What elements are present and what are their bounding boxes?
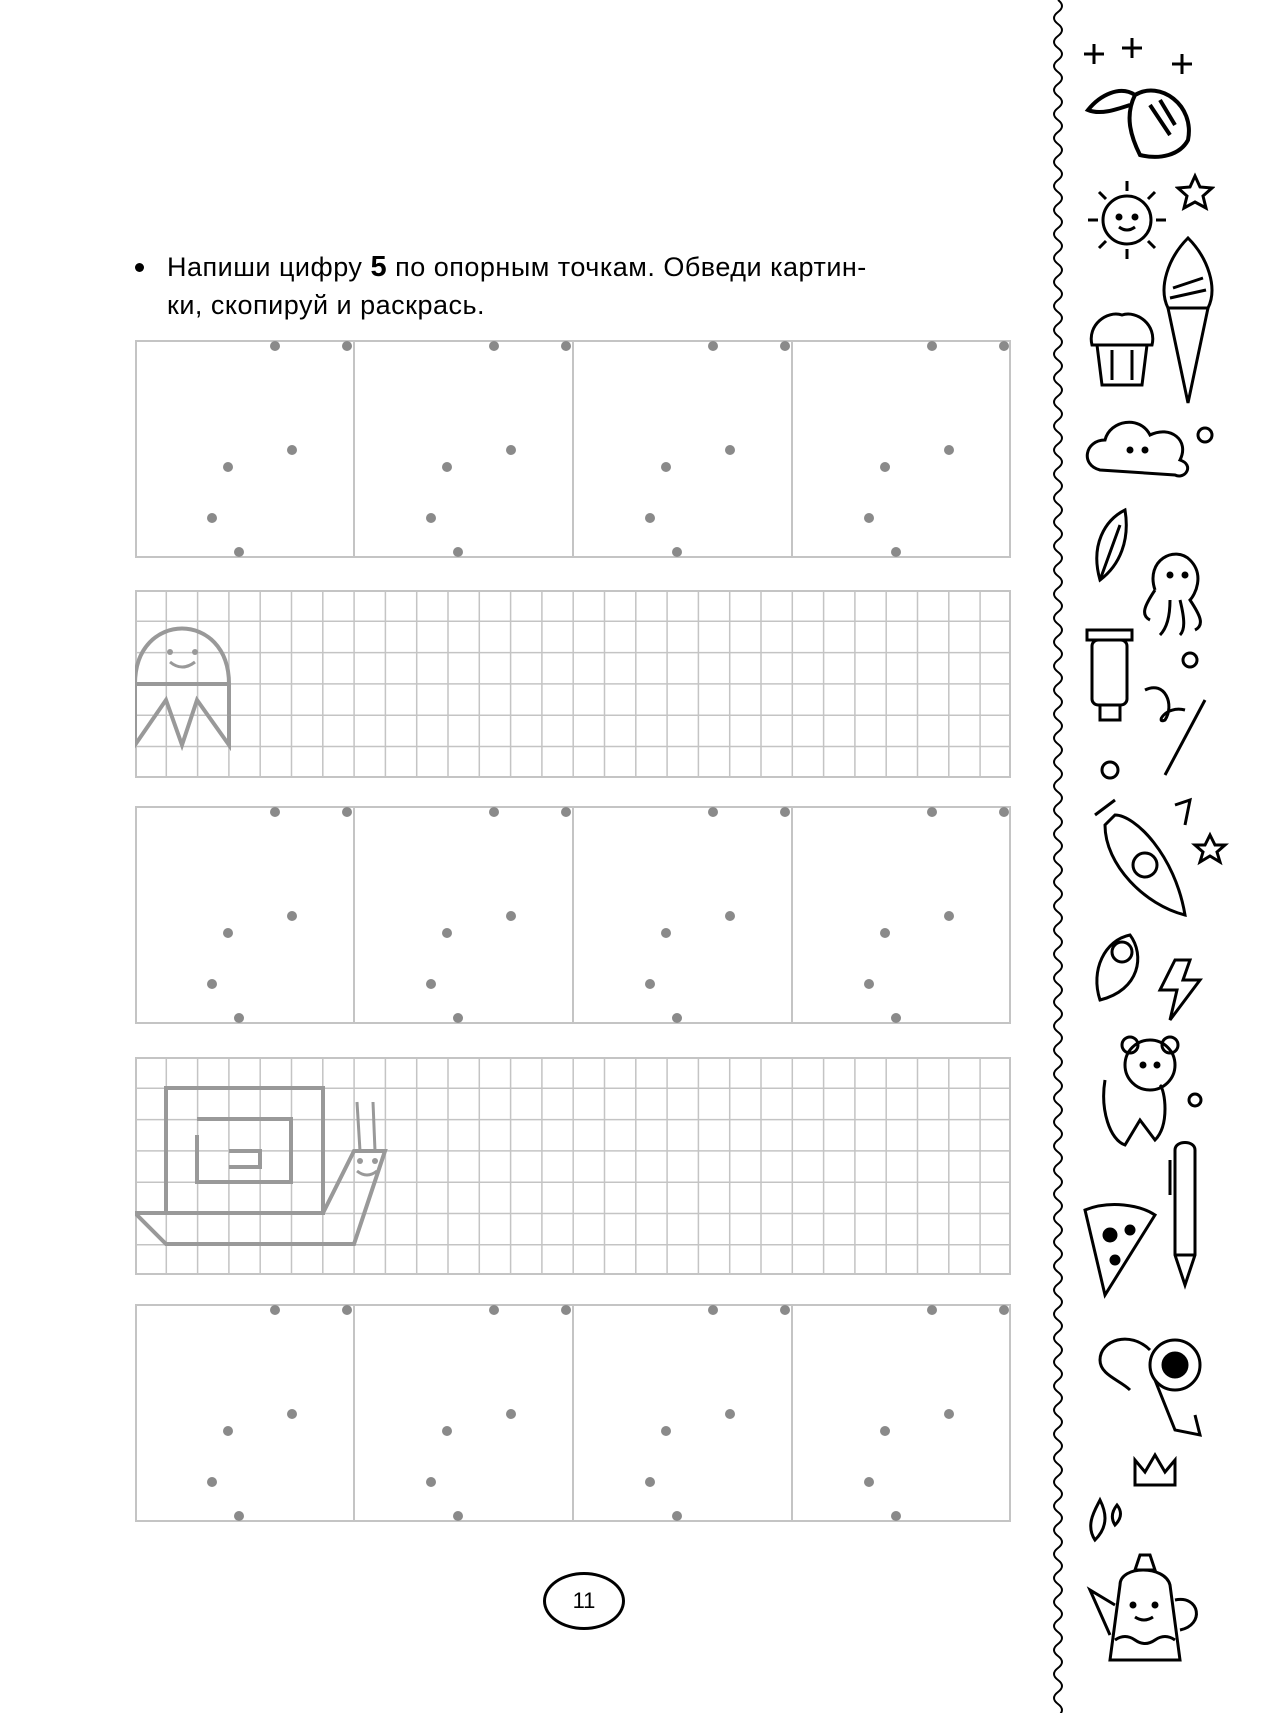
ice-cream-icon: [1158, 228, 1218, 408]
guide-dot: [561, 1305, 571, 1315]
guide-dot: [944, 1409, 954, 1419]
task-instruction: [135, 248, 1015, 324]
guide-dot: [442, 1426, 452, 1436]
guide-dot: [506, 445, 516, 455]
guide-dot: [234, 1511, 244, 1521]
guide-dot: [270, 1305, 280, 1315]
guide-dot: [645, 513, 655, 523]
guide-dot: [927, 1305, 937, 1315]
guide-dot: [708, 807, 718, 817]
ghost-figure: [135, 629, 229, 746]
guide-dot: [287, 1409, 297, 1419]
guide-dot: [891, 1511, 901, 1521]
guide-dot: [672, 547, 682, 557]
guide-dot: [880, 1426, 890, 1436]
guide-dot: [708, 341, 718, 351]
guide-dot: [672, 1013, 682, 1023]
guide-dot: [864, 979, 874, 989]
guide-dot: [342, 1305, 352, 1315]
sparkles-icon: [1082, 30, 1192, 80]
guide-dot: [944, 445, 954, 455]
pizza-icon: [1080, 1200, 1160, 1300]
guide-dot: [880, 928, 890, 938]
guide-dot: [489, 1305, 499, 1315]
guide-dot: [453, 1013, 463, 1023]
guide-dot: [223, 1426, 233, 1436]
guide-dot: [561, 341, 571, 351]
snail-smile: [357, 1171, 377, 1175]
doodle-strip: [1070, 0, 1270, 1713]
star-icon: [1175, 172, 1215, 212]
leaf-icon: [1090, 505, 1130, 585]
cupcake-icon: [1082, 300, 1162, 390]
guide-dot: [864, 513, 874, 523]
guide-dot: [661, 462, 671, 472]
page-number: 11: [543, 1572, 625, 1630]
wavy-line: [1054, 0, 1062, 1713]
guide-dot: [999, 807, 1009, 817]
guide-dot: [207, 1477, 217, 1487]
guide-dot: [927, 341, 937, 351]
guide-dot: [223, 462, 233, 472]
guide-dot: [489, 341, 499, 351]
guide-dot: [342, 341, 352, 351]
snail-copy-grid[interactable]: [135, 1057, 1011, 1275]
guide-dot: [442, 928, 452, 938]
guide-dot: [234, 1013, 244, 1023]
guide-dot: [426, 1477, 436, 1487]
guide-dot: [725, 911, 735, 921]
crown-icon: [1130, 1450, 1180, 1490]
guide-dot: [708, 1305, 718, 1315]
teapot-icon: [1085, 1545, 1215, 1675]
guide-dot: [506, 911, 516, 921]
ghost-smile: [170, 662, 195, 667]
guide-dot: [645, 1477, 655, 1487]
guide-dot: [864, 1477, 874, 1487]
guide-dot: [453, 547, 463, 557]
guide-dot: [891, 547, 901, 557]
guide-dot: [453, 1511, 463, 1521]
guide-dot: [442, 462, 452, 472]
guide-dot: [672, 1511, 682, 1521]
guide-dot: [270, 341, 280, 351]
droplets-icon: [1085, 1495, 1125, 1545]
hair-dryer-icon: [1080, 1320, 1220, 1450]
guide-dot: [506, 1409, 516, 1419]
ghost-copy-grid[interactable]: [135, 590, 1011, 778]
ring-icon: [1095, 755, 1125, 785]
paint-tube-icon: [1082, 625, 1142, 725]
guide-dot: [270, 807, 280, 817]
instruction-text-part1: Напиши цифру: [167, 252, 363, 282]
beet-icon: [1080, 75, 1200, 165]
guide-dot: [426, 979, 436, 989]
dot-row-1[interactable]: [135, 340, 1011, 558]
guide-dot: [880, 462, 890, 472]
guide-dot: [561, 807, 571, 817]
guide-dot: [287, 445, 297, 455]
guide-dot: [999, 1305, 1009, 1315]
guide-dot: [725, 1409, 735, 1419]
cloud-icon: [1080, 410, 1220, 490]
guide-dot: [780, 807, 790, 817]
bullet-point: [135, 263, 144, 272]
guide-dot: [661, 928, 671, 938]
guide-dot: [725, 445, 735, 455]
guide-dot: [780, 341, 790, 351]
guide-dot: [645, 979, 655, 989]
instruction-text-part2: по опорным точкам. Обведи картин-: [395, 252, 867, 282]
teddy-bear-icon: [1085, 1030, 1215, 1150]
pen-icon: [1160, 1140, 1210, 1290]
ghost-eye: [167, 649, 173, 655]
lightning-icon: [1155, 955, 1205, 1025]
rocket-icon: [1085, 795, 1235, 935]
guide-dot: [891, 1013, 901, 1023]
guide-dot: [927, 807, 937, 817]
instruction-text-line2: ки, скопируй и раскрась.: [167, 290, 486, 320]
dot-row-3[interactable]: [135, 1304, 1011, 1522]
instruction-digit: 5: [370, 251, 388, 283]
guide-dot: [999, 341, 1009, 351]
lemon-icon: [1090, 930, 1150, 1010]
snail-antennae: [357, 1102, 375, 1151]
guide-dot: [426, 513, 436, 523]
needle-thread-icon: [1135, 650, 1215, 780]
snail-eye: [357, 1158, 363, 1164]
guide-dot: [944, 911, 954, 921]
ghost-eye: [192, 649, 198, 655]
guide-dot: [489, 807, 499, 817]
guide-dot: [780, 1305, 790, 1315]
guide-dot: [661, 1426, 671, 1436]
wavy-border: [1048, 0, 1068, 1713]
guide-dot: [223, 928, 233, 938]
snail-eye: [372, 1158, 378, 1164]
guide-dot: [234, 547, 244, 557]
guide-dot: [287, 911, 297, 921]
octopus-icon: [1135, 540, 1215, 640]
guide-dot: [342, 807, 352, 817]
guide-dot: [207, 513, 217, 523]
dot-row-2[interactable]: [135, 806, 1011, 1024]
guide-dot: [207, 979, 217, 989]
